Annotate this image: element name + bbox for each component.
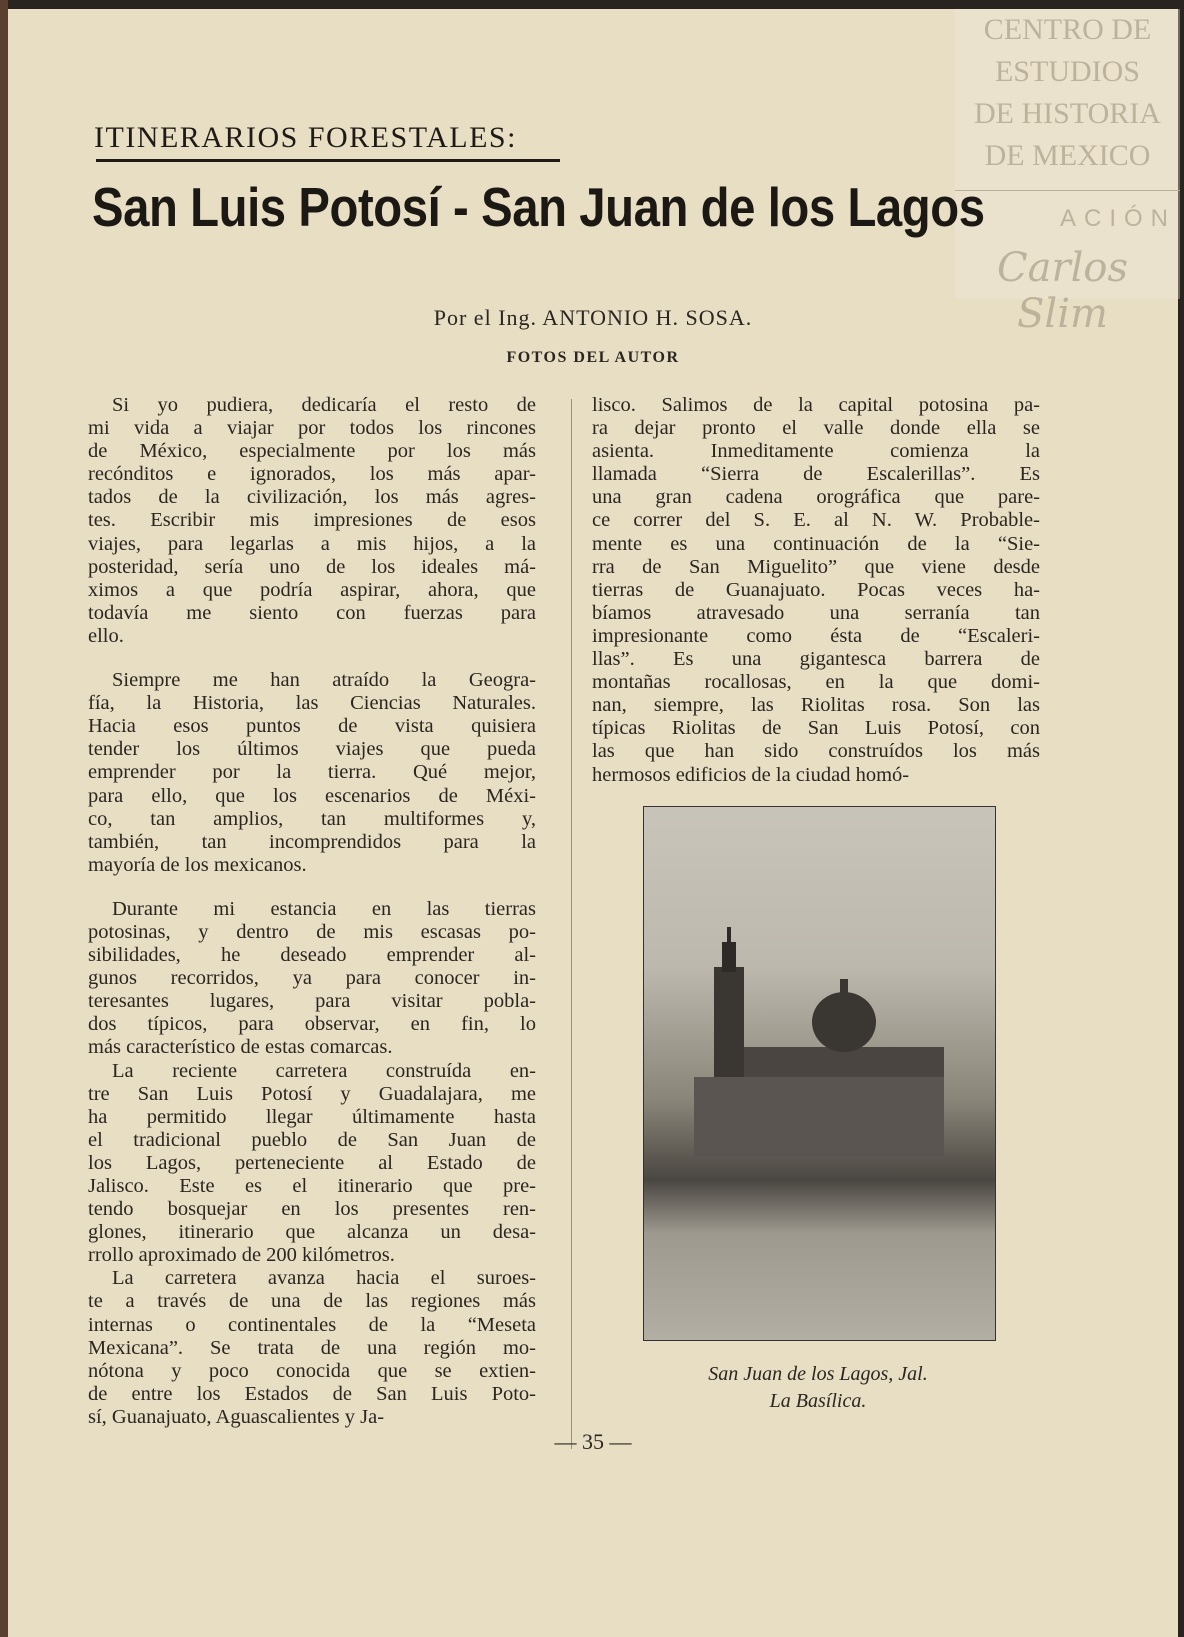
text-line: montañas rocallosas, en la que domi- [592, 671, 1040, 694]
text-line: ce correr del S. E. al N. W. Probable- [592, 509, 1040, 532]
text-line: ello. [88, 624, 124, 647]
archive-watermark [955, 9, 1180, 337]
section-kicker: ITINERARIOS FORESTALES: [94, 121, 517, 154]
watermark-line: DE HISTORIA [974, 97, 1161, 130]
text-line: gunos recorridos, ya para conocer in- [88, 967, 536, 990]
text-line: tre San Luis Potosí y Guadalajara, me [88, 1082, 536, 1105]
text-line: las que han sido construídos los más [592, 740, 1040, 763]
text-line: Mexicana”. Se trata de una región mo- [88, 1336, 536, 1359]
kicker-underline [96, 159, 560, 162]
watermark-line: ESTUDIOS [994, 55, 1140, 88]
text-line: fía, la Historia, las Ciencias Naturales. [88, 692, 536, 715]
text-line: internas o continentales de la “Meseta [88, 1313, 536, 1336]
text-line: los Lagos, perteneciente al Estado de [88, 1151, 536, 1174]
text-line: ra dejar pronto el valle donde ella se [592, 417, 1040, 440]
photo-credit: FOTOS DEL AUTOR [506, 349, 680, 366]
paragraph [88, 1060, 536, 1268]
paragraph [88, 394, 536, 648]
text-line: tender los últimos viajes que pueda [88, 738, 536, 761]
watermark-rule [955, 190, 1180, 191]
text-line: tados de la civilización, los más agres- [88, 486, 536, 509]
text-line: potosinas, y dentro de mis escasas po- [88, 920, 536, 943]
text-line: La carretera avanza hacia el suroes- [112, 1267, 536, 1290]
text-line: sí, Guanajuato, Aguascalientes y Ja- [88, 1405, 385, 1428]
text-line: típicas Riolitas de San Luis Potosí, con [592, 717, 1040, 740]
text-line: Jalisco. Este es el itinerario que pre- [88, 1175, 536, 1197]
text-line: tendo bosquejar en los presentes ren- [88, 1198, 536, 1221]
text-line: rra de San Miguelito” que viene desde [592, 555, 1040, 578]
text-line: glones, itinerario que alcanza un desa- [88, 1221, 536, 1244]
text-line: impresionante como ésta de “Escaleri- [592, 624, 1040, 647]
text-line: mayoría de los mexicanos. [88, 853, 307, 876]
text-line: asienta. Inmeditamente comienza la [592, 440, 1040, 463]
column-divider [571, 399, 572, 1449]
caption-line: La Basílica. [769, 1390, 867, 1412]
text-line: teresantes lugares, para visitar pobla- [88, 990, 536, 1013]
left-column [88, 394, 536, 1450]
text-line: llas”. Es una gigantesca barrera de [592, 648, 1040, 671]
watermark-signature: Carlos Slim [997, 245, 1128, 337]
text-line: también, tan incomprendidos para la [88, 830, 536, 853]
text-line: viajes, para legarlas a mis hijos, a la [88, 532, 536, 555]
text-line: ha permitido llegar últimamente hasta [88, 1105, 536, 1128]
text-line: mente es una continuación de la “Sie- [592, 532, 1040, 555]
text-line: mi vida a viajar por todos los rincones [88, 417, 536, 440]
right-column [592, 394, 1040, 808]
watermark-line: DE MEXICO [984, 139, 1151, 172]
paragraph [88, 669, 536, 877]
paragraph [592, 394, 1040, 787]
text-line: bíamos atravesado una serranía tan [592, 601, 1040, 624]
page-number: — 35 — [554, 1429, 632, 1454]
text-line: co, tan amplios, tan multiformes y, [88, 807, 536, 830]
paragraph [88, 898, 536, 1060]
text-line: Hacia esos puntos de vista quisiera [88, 715, 536, 738]
text-line: sibilidades, he deseado emprender al- [88, 944, 536, 967]
text-line: te a través de una de las regiones más [88, 1290, 536, 1313]
magazine-page [8, 9, 1178, 1637]
article-title: San Luis Potosí - San Juan de los Lagos [92, 176, 985, 238]
caption-line: San Juan de los Lagos, Jal. [708, 1363, 928, 1385]
text-line: La reciente carretera construída en- [112, 1059, 536, 1082]
text-line: emprender por la tierra. Qué mejor, [88, 761, 536, 784]
text-line: una gran cadena orográfica que pare- [592, 486, 1040, 509]
text-line: hermosos edificios de la ciudad homó- [592, 763, 910, 786]
paragraph [88, 1267, 536, 1429]
basilica-photo [643, 806, 996, 1341]
byline: Por el Ing. ANTONIO H. SOSA. [433, 305, 753, 330]
text-line: todavía me siento con fuerzas para [88, 601, 536, 624]
text-line: lisco. Salimos de la capital potosina pa- [592, 394, 1040, 416]
text-line: ximos a que podría aspirar, ahora, que [88, 578, 536, 601]
text-line: de México, especialmente por los más [88, 440, 536, 463]
text-line: dos típicos, para observar, en fin, lo [88, 1013, 536, 1036]
basilica-illustration [694, 927, 944, 1157]
text-line: tierras de Guanajuato. Pocas veces ha- [592, 578, 1040, 601]
text-line: el tradicional pueblo de San Juan de [88, 1128, 536, 1151]
photo-caption [638, 1361, 998, 1415]
text-line: más característico de estas comarcas. [88, 1036, 393, 1059]
text-line: para ello, que los escenarios de Méxi- [88, 784, 536, 807]
text-line: recónditos e ignorados, los más apar- [88, 463, 536, 486]
text-line: nan, siempre, las Riolitas rosa. Son las [592, 694, 1040, 717]
text-line: posteridad, sería uno de los ideales má- [88, 555, 536, 578]
text-line: nótona y poco conocida que se extien- [88, 1359, 536, 1382]
text-line: Durante mi estancia en las tierras [112, 897, 536, 920]
text-line: de entre los Estados de San Luis Poto- [88, 1382, 536, 1405]
text-line: rrollo aproximado de 200 kilómetros. [88, 1244, 395, 1267]
text-line: Si yo pudiera, dedicaría el resto de [112, 394, 536, 416]
text-line: Siempre me han atraído la Geogra- [112, 669, 536, 692]
page-edge [0, 0, 8, 1637]
text-line: llamada “Sierra de Escalerillas”. Es [592, 463, 1040, 486]
watermark-foundation: ACIÓN [1059, 205, 1176, 232]
text-line: tes. Escribir mis impresiones de esos [88, 509, 536, 532]
watermark-line: CENTRO DE [983, 13, 1152, 46]
